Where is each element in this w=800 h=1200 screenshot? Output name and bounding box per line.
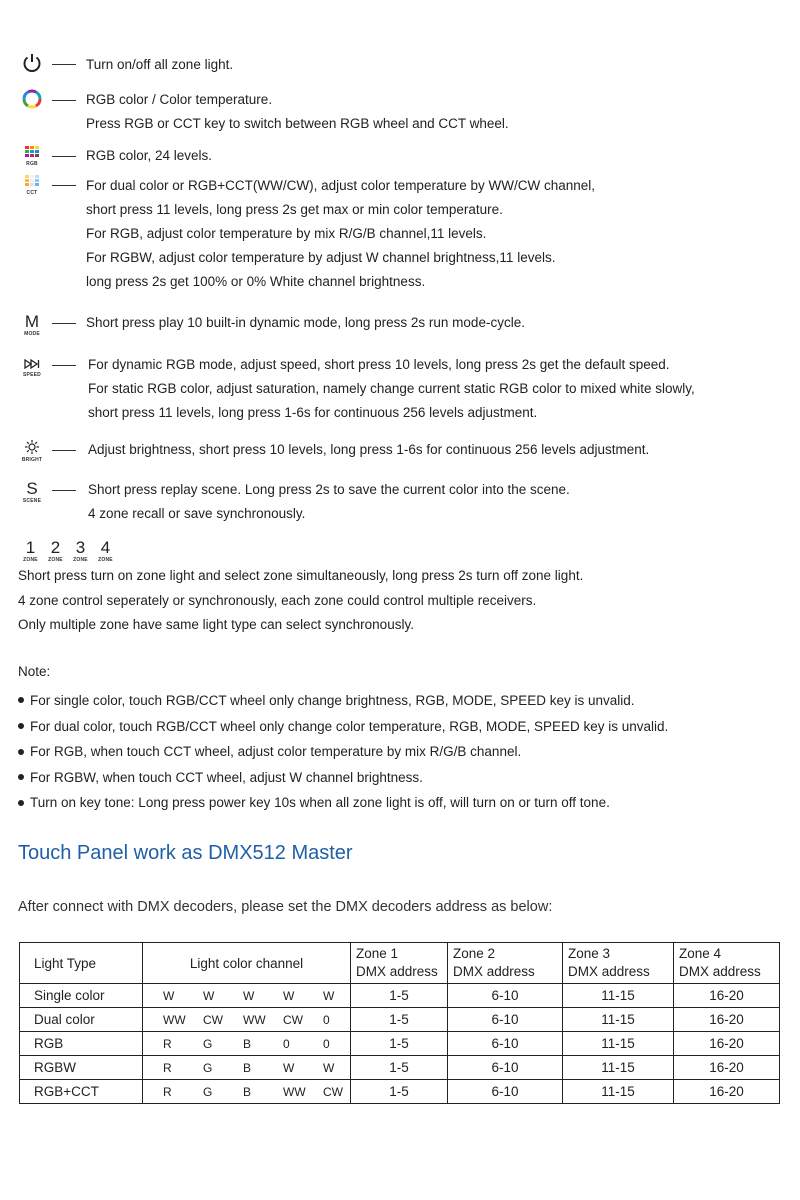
bright-desc-1: Adjust brightness, short press 10 levels, long press 1-6s for continuous 256 levels adjustment. [88, 442, 650, 457]
table-row: RGB+CCT R G B WW CW 1-5 6-10 11-15 16-20 [20, 1080, 780, 1104]
cct-desc-2: short press 11 levels, long press 2s get max or min color temperature. [86, 202, 503, 217]
zone-key-1[interactable]: 1 ZONE [23, 538, 38, 563]
mode-desc-1: Short press play 10 built-in dynamic mode, long press 2s run mode-cycle. [86, 315, 525, 330]
section-intro: After connect with DMX decoders, please set the DMX decoders address as below: [18, 899, 553, 915]
rgb-desc-1: RGB color, 24 levels. [86, 148, 213, 163]
note-title: Note: [18, 664, 51, 679]
rgb-grid-icon[interactable] [16, 146, 48, 167]
wheel-desc-1: RGB color / Color temperature. [86, 92, 273, 107]
note-item: For RGB, when touch CCT wheel, adjust color temperature by mix R/G/B channel. [18, 739, 668, 765]
mode-icon[interactable] [16, 313, 48, 337]
zone-desc-3: Only multiple zone have same light type can select synchronously. [18, 617, 414, 632]
scene-glyph: S [26, 479, 38, 498]
table-row: Dual color WW CW WW CW 0 1-5 6-10 11-15 16-20 [20, 1008, 780, 1032]
header-zone-4: Zone 4 DMX address [674, 943, 780, 984]
zone-key-2[interactable]: 2 ZONE [48, 538, 63, 563]
scene-desc-1: Short press replay scene. Long press 2s to save the current color into the scene. [88, 482, 570, 497]
cct-desc-5: long press 2s get 100% or 0% White channel brightness. [86, 274, 426, 289]
note-item: For RGBW, when touch CCT wheel, adjust W channel brightness. [18, 765, 668, 791]
color-wheel-icon[interactable] [16, 88, 48, 113]
note-item: For dual color, touch RGB/CCT wheel only change color temperature, RGB, MODE, SPEED key is unvalid. [18, 714, 668, 740]
speed-caption: SPEED [23, 372, 41, 378]
power-desc-1: Turn on/off all zone light. [86, 57, 234, 72]
speed-icon[interactable] [16, 357, 48, 378]
zone-description [18, 564, 583, 638]
mode-caption: MODE [24, 331, 40, 337]
cct-desc-3: For RGB, adjust color temperature by mix R/G/B channel,11 levels. [86, 226, 487, 241]
cct-grid-icon[interactable] [16, 175, 48, 196]
power-icon [16, 52, 48, 77]
header-zone-2: Zone 2 DMX address [448, 943, 563, 984]
mode-glyph: M [24, 312, 40, 331]
brightness-icon[interactable] [16, 440, 48, 463]
note-list [18, 688, 668, 816]
table-header-row [20, 943, 780, 984]
scene-caption: SCENE [22, 498, 42, 504]
zone-key-3[interactable]: 3 ZONE [73, 538, 88, 563]
zone-desc-1: Short press turn on zone light and select zone simultaneously, long press 2s turn off zone light. [18, 568, 584, 583]
cct-desc-1: For dual color or RGB+CCT(WW/CW), adjust color temperature by WW/CW channel, [86, 178, 595, 193]
scene-desc-2: 4 zone recall or save synchronously. [88, 506, 306, 521]
bright-caption: BRIGHT [21, 457, 43, 463]
note-item: Turn on key tone: Long press power key 10s when all zone light is off, will turn on or turn off tone. [18, 790, 668, 816]
scene-icon[interactable] [16, 480, 48, 504]
table-row: RGB R G B 0 0 1-5 6-10 11-15 16-20 [20, 1032, 780, 1056]
header-light-type: Light Type [20, 943, 143, 984]
rgb-caption: RGB [26, 161, 38, 167]
dmx-address-table [19, 942, 780, 1104]
header-zone-3: Zone 3 DMX address [563, 943, 674, 984]
speed-desc-2: For static RGB color, adjust saturation, namely change current static RGB color to mixed white slowly, [88, 381, 695, 396]
cct-caption: CCT [26, 190, 38, 196]
table-row: Single color W W W W W 1-5 6-10 11-15 16-20 [20, 984, 780, 1008]
cct-desc-4: For RGBW, adjust color temperature by adjust W channel brightness,11 levels. [86, 250, 556, 265]
note-item: For single color, touch RGB/CCT wheel only change brightness, RGB, MODE, SPEED key is unvalid. [18, 688, 668, 714]
zone-desc-2: 4 zone control seperately or synchronously, each zone could control multiple receivers. [18, 592, 537, 608]
header-zone-1: Zone 1 DMX address [351, 943, 448, 984]
speed-desc-1: For dynamic RGB mode, adjust speed, short press 10 levels, long press 2s get the default speed. [88, 357, 670, 372]
zone-key-4[interactable]: 4 ZONE [98, 538, 113, 563]
speed-desc-3: short press 11 levels, long press 1-6s for continuous 256 levels adjustment. [88, 405, 538, 420]
header-channel: Light color channel [143, 943, 351, 984]
table-row: RGBW R G B W W 1-5 6-10 11-15 16-20 [20, 1056, 780, 1080]
zone-keys [18, 539, 118, 564]
wheel-desc-2: Press RGB or CCT key to switch between RGB wheel and CCT wheel. [86, 116, 509, 131]
section-title: Touch Panel work as DMX512 Master [18, 842, 353, 864]
